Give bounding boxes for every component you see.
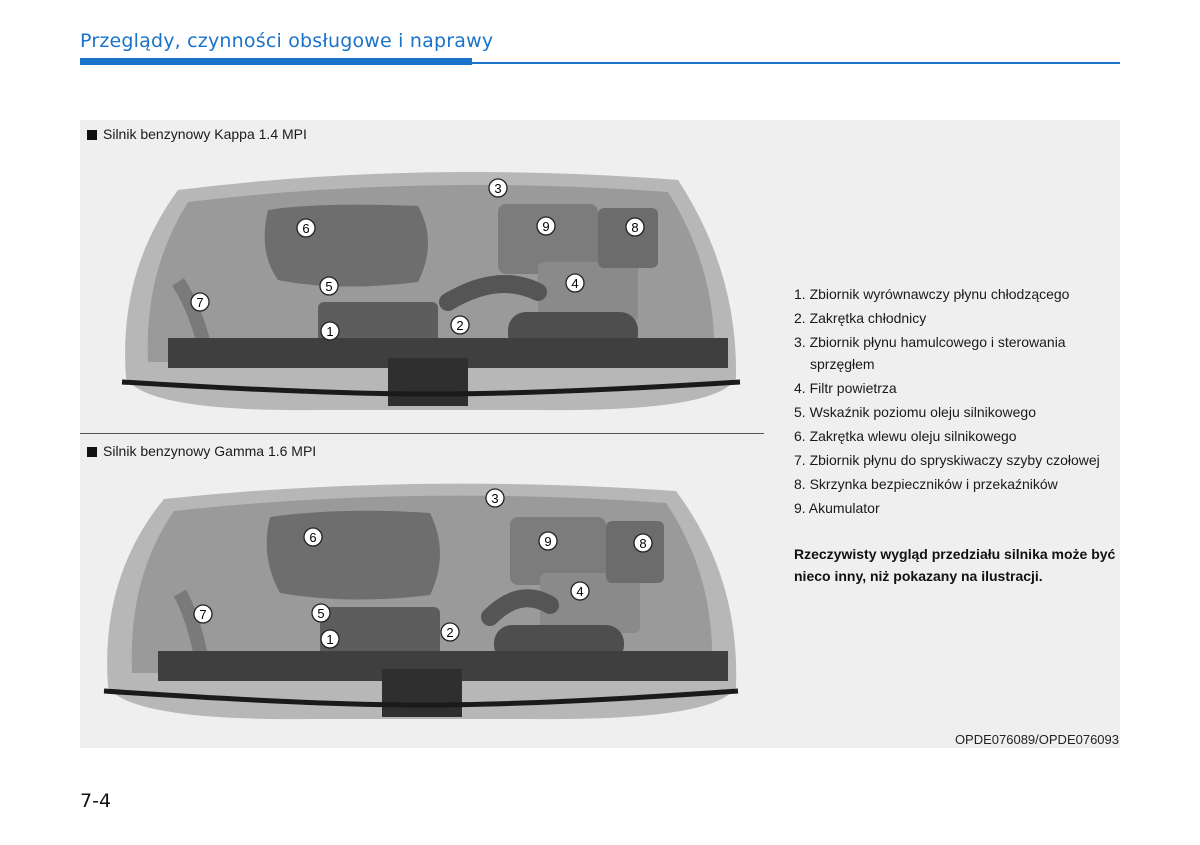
callout-6 <box>297 219 315 237</box>
legend-item: 4. Filtr powietrza <box>794 380 897 396</box>
svg-text:6: 6 <box>302 221 310 236</box>
svg-text:7: 7 <box>199 607 207 622</box>
callout-2 <box>441 623 459 641</box>
svg-text:1: 1 <box>326 632 334 647</box>
square-bullet-icon <box>87 447 97 457</box>
callout-9 <box>539 532 557 550</box>
callout-8 <box>634 534 652 552</box>
legend-item: 3. Zbiornik płynu hamulcowego i sterowania sprzęgłem <box>794 334 1066 372</box>
callout-5 <box>312 604 330 622</box>
legend-item: 1. Zbiornik wyrównawczy płynu chłodzącego <box>794 286 1070 302</box>
callout-3 <box>486 489 504 507</box>
svg-text:9: 9 <box>542 219 550 234</box>
callout-4 <box>566 274 584 292</box>
callout-1 <box>321 322 339 340</box>
component-legend <box>794 283 1114 521</box>
svg-text:9: 9 <box>544 534 552 549</box>
svg-text:6: 6 <box>309 530 317 545</box>
svg-text:8: 8 <box>639 536 647 551</box>
svg-text:4: 4 <box>571 276 579 291</box>
illustration-note: Rzeczywisty wygląd przedziału silnika może być nieco inny, niż pokazany na ilustracji. <box>794 546 1116 584</box>
legend-item: 5. Wskaźnik poziomu oleju silnikowego <box>794 404 1036 420</box>
svg-text:5: 5 <box>317 606 325 621</box>
square-bullet-icon <box>87 130 97 140</box>
svg-text:3: 3 <box>494 181 502 196</box>
callout-7 <box>194 605 212 623</box>
callout-7 <box>191 293 209 311</box>
callout-5 <box>320 277 338 295</box>
svg-text:2: 2 <box>456 318 464 333</box>
svg-text:4: 4 <box>576 584 584 599</box>
engine-bay-illustration-gamma <box>100 477 743 724</box>
svg-text:2: 2 <box>446 625 454 640</box>
callout-6 <box>304 528 322 546</box>
engine-bay-illustration-kappa <box>118 162 744 416</box>
callout-3 <box>489 179 507 197</box>
legend-item: 6. Zakrętka wlewu oleju silnikowego <box>794 428 1017 444</box>
svg-text:8: 8 <box>631 220 639 235</box>
figure-caption-gamma: Silnik benzynowy Gamma 1.6 MPI <box>87 443 316 459</box>
callout-4 <box>571 582 589 600</box>
callout-8 <box>626 218 644 236</box>
legend-item: 9. Akumulator <box>794 500 880 516</box>
callout-2 <box>451 316 469 334</box>
legend-item: 8. Skrzynka bezpieczników i przekaźników <box>794 476 1058 492</box>
svg-text:5: 5 <box>325 279 333 294</box>
svg-text:7: 7 <box>196 295 204 310</box>
callout-1 <box>321 630 339 648</box>
svg-text:3: 3 <box>491 491 499 506</box>
page-number: 7-4 <box>80 790 112 812</box>
callout-9 <box>537 217 555 235</box>
svg-text:1: 1 <box>326 324 334 339</box>
figure-divider <box>80 433 764 434</box>
figure-caption-kappa: Silnik benzynowy Kappa 1.4 MPI <box>87 126 307 142</box>
section-title: Przeglądy, czynności obsługowe i naprawy <box>80 30 494 52</box>
figure-code: OPDE076089/OPDE076093 <box>954 732 1119 747</box>
legend-item: 7. Zbiornik płynu do spryskiwaczy szyby czołowej <box>794 452 1100 468</box>
header-rule <box>80 62 1120 64</box>
legend-item: 2. Zakrętka chłodnicy <box>794 310 927 326</box>
